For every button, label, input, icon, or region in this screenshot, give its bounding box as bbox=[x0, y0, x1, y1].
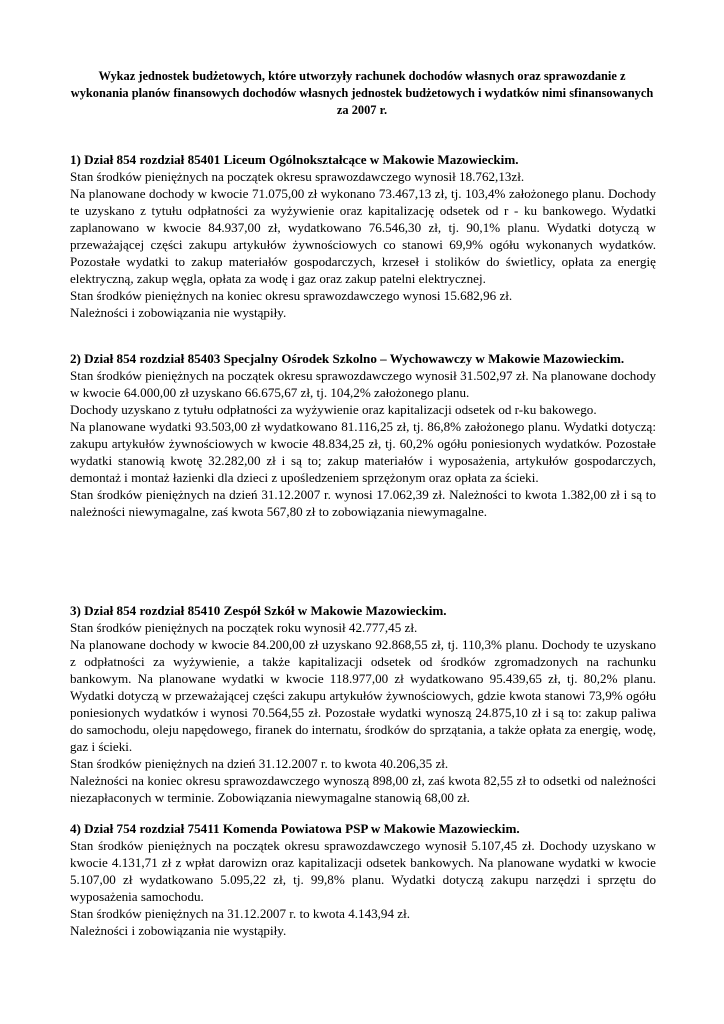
section-1 bbox=[70, 151, 656, 321]
paragraph: Należności na koniec okresu sprawozdawczego wynoszą 898,00 zł, zaś kwota 82,55 zł to odsetki od należności niezapłaconych w terminie. Zobowiązania niewymagalne stanowią 68,00 zł. bbox=[70, 773, 656, 805]
paragraph: Dochody uzyskano z tytułu odpłatności za wyżywienie oraz kapitalizacji odsetek od r-ku bakowego. bbox=[70, 402, 597, 417]
paragraph: Stan środków pieniężnych na początek okresu sprawozdawczego wynosił 5.107,45 zł. Dochody uzyskano w kwocie 4.131,71 zł z wpłat darowizn oraz kapitalizacji odsetek bankowych. Na planowane wydatki w kwocie 5.107,00 zł wydatkowano 5.095,22 zł, tj. 99,8% planu. Wydatki dotyczą zakupu narzędzi i sprzętu do wyposażenia samochodu. bbox=[70, 838, 656, 904]
paragraph: Stan środków pieniężnych na koniec okresu sprawozdawczego wynosi 15.682,96 zł. bbox=[70, 288, 513, 303]
paragraph: Stan środków pieniężnych na początek roku wynosił 42.777,45 zł. bbox=[70, 620, 418, 635]
paragraph: Należności i zobowiązania nie wystąpiły. bbox=[70, 305, 287, 320]
paragraph: Stan środków pieniężnych na początek okresu sprawozdawczego wynosił 31.502,97 zł. Na planowane dochody w kwocie 64.000,00 zł uzyskano 66.675,67 zł, tj. 104,2% założonego planu. bbox=[70, 368, 656, 400]
section-2 bbox=[70, 350, 656, 520]
paragraph: Stan środków pieniężnych na 31.12.2007 r. to kwota 4.143,94 zł. bbox=[70, 906, 411, 921]
section-heading: 1) Dział 854 rozdział 85401 Liceum Ogólnokształcące w Makowie Mazowieckim. bbox=[70, 152, 519, 167]
paragraph: Stan środków pieniężnych na początek okresu sprawozdawczego wynosił 18.762,13zł. bbox=[70, 169, 525, 184]
section-4 bbox=[70, 820, 656, 939]
paragraph: Na planowane dochody w kwocie 71.075,00 zł wykonano 73.467,13 zł, tj. 103,4% założonego planu. Dochody te uzyskano z tytułu odpłatności za wyżywienie oraz kapitalizację odsetek od r - ku bankowego. Wydatki zaplanowano w kwocie 84.937,00 zł, wydatkowano 76.546,30 zł, tj. 90,1% planu. Wydatki dotyczą w przeważającej części zakupu artykułów żywnościowych co stanowi 69,9% ogółu wykonanych wydatków. Pozostałe wydatki to zakup materiałów gospodarczych, krzeseł i stolików do świetlicy, opłata za energię elektryczną, zakup węgla, opłata za wodę i gaz oraz zakup patelni elektrycznej. bbox=[70, 186, 656, 286]
section-3 bbox=[70, 602, 656, 806]
paragraph: Należności i zobowiązania nie wystąpiły. bbox=[70, 923, 287, 938]
paragraph: Stan środków pieniężnych na dzień 31.12.2007 r. wynosi 17.062,39 zł. Należności to kwota 1.382,00 zł i są to należności niewymagalne, zaś kwota 567,80 zł to zobowiązania niewymagalne. bbox=[70, 487, 656, 519]
document-title: Wykaz jednostek budżetowych, które utworzyły rachunek dochodów własnych oraz sprawozdanie z wykonania planów finansowych dochodów własnych jednostek budżetowych i wydatków nimi sfinansowanych za 2007 r. bbox=[70, 69, 654, 117]
section-heading: 3) Dział 854 rozdział 85410 Zespół Szkół w Makowie Mazowieckim. bbox=[70, 603, 447, 618]
section-heading: 4) Dział 754 rozdział 75411 Komenda Powiatowa PSP w Makowie Mazowieckim. bbox=[70, 821, 520, 836]
paragraph: Na planowane dochody w kwocie 84.200,00 zł uzyskano 92.868,55 zł, tj. 110,3% planu. Dochody te uzyskano z odpłatności za wyżywienie, a także kapitalizacji odsetek od środków zgromadzonych na rachunku bankowym. Na planowane wydatki w kwocie 118.977,00 zł wydatkowano 95.439,65 zł, tj. 80,2% planu. Wydatki dotyczą w przeważającej części zakupu artykułów żywnościowych, gdzie kwota stanowi 73,9% ogółu poniesionych wydatków i wynosi 70.564,55 zł. Pozostałe wydatki wynoszą 24.875,10 zł i są to: zakup paliwa do samochodu, oleju napędowego, firanek do internatu, środków do sprzątania, a także opłata za energię, wodę, gaz i ścieki. bbox=[70, 637, 656, 754]
section-heading: 2) Dział 854 rozdział 85403 Specjalny Ośrodek Szkolno – Wychowawczy w Makowie Mazowieckim. bbox=[70, 351, 625, 366]
paragraph: Na planowane wydatki 93.503,00 zł wydatkowano 81.116,25 zł, tj. 86,8% założonego planu. Wydatki dotyczą: zakupu artykułów żywnościowych w kwocie 48.834,25 zł, tj. 60,2% ogółu poniesionych wydatków. Pozostałe wydatki stanowią kwotę 32.282,00 zł i są to; zakup materiałów i wyposażenia, artykułów gospodarczych, demontaż i montaż łazienki dla dzieci z upośledzeniem sprzężonym oraz opłata za ścieki. bbox=[70, 419, 656, 485]
paragraph: Stan środków pieniężnych na dzień 31.12.2007 r. to kwota 40.206,35 zł. bbox=[70, 756, 449, 771]
